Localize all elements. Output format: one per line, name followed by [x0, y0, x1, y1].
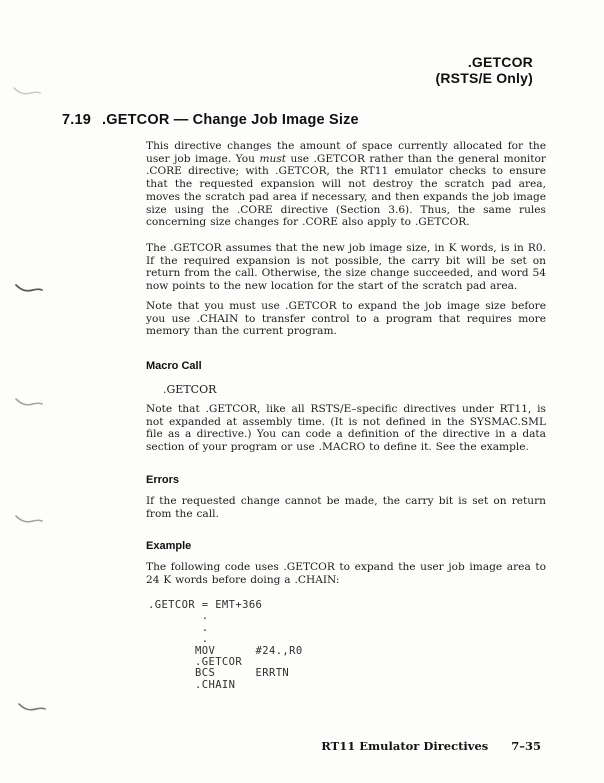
code-example — [148, 600, 303, 691]
code-line: BCS ERRTN — [148, 667, 290, 680]
code-line: . — [148, 621, 209, 634]
code-line: . — [148, 633, 209, 646]
paragraph-text: This directive changes the amount of space currently allocated for the user job image. You — [146, 140, 546, 165]
errors-text: If the requested change cannot be made, the carry bit is set on return from the call. — [146, 495, 546, 520]
paragraph-text: use .GETCOR rather than the general monitor .CORE directive; with .GETCOR, the RT11 emulator checks to ensure that the requested expansion will not destroy the scratch pad area, moves the scratch pad area if necessary, and then expands the job image size using the .CORE directive (Section 3.6). Thus, the same rules concerning size changes for .CORE also apply to .GETCOR. — [146, 152, 546, 229]
body-paragraph: Note that you must use .GETCOR to expand the job image size before you use .CHAIN to transfer control to a program that requires more memory than the current program. — [146, 300, 546, 338]
section-title: .GETCOR — Change Job Image Size — [102, 112, 359, 128]
macro-call-heading: Macro Call — [146, 360, 202, 372]
example-heading: Example — [146, 540, 192, 552]
example-intro: The following code uses .GETCOR to expand the user job image area to 24 K words before doing a .CHAIN: — [146, 561, 546, 586]
header-os-qualifier: (RSTS/E Only) — [435, 70, 533, 86]
code-line: .GETCOR — [148, 656, 243, 669]
code-line: .CHAIN — [148, 678, 236, 691]
code-line: MOV #24.,R0 — [148, 644, 303, 657]
code-line: . — [148, 610, 209, 623]
section-number: 7.19 — [62, 112, 92, 128]
body-paragraph: Note that .GETCOR, like all RSTS/E–specific directives under RT11, is not expanded at assembly time. (It is not defined in the SYSMAC.SML file as a directive.) You can code a definition of the directive in a data section of your program or use .MACRO to define it. See the example. — [146, 403, 546, 454]
emphasized-word: must — [259, 152, 287, 165]
body-paragraph: The .GETCOR assumes that the new job image size, in K words, is in R0. If the required expansion is not possible, the carry bit will be set on return from the call. Otherwise, the size change succeeded, and word 54 now points to the new location for the start of the scratch pad area. — [146, 242, 546, 293]
pen-scan-mark-icon — [14, 281, 44, 295]
pen-scan-mark-icon — [12, 84, 42, 98]
errors-heading: Errors — [146, 474, 180, 486]
pen-scan-mark-icon — [14, 395, 44, 409]
code-line: .GETCOR = EMT+366 — [148, 599, 263, 611]
pen-scan-mark-icon — [17, 700, 47, 714]
header-directive-name: .GETCOR — [467, 54, 533, 70]
footer-page-number: 7–35 — [511, 739, 541, 753]
page-header — [436, 54, 534, 86]
page-footer — [321, 739, 541, 753]
pen-scan-mark-icon — [14, 512, 44, 526]
section-heading — [62, 112, 359, 128]
footer-chapter-title: RT11 Emulator Directives — [321, 739, 489, 753]
body-paragraph — [146, 140, 546, 229]
macro-call-value: .GETCOR — [163, 383, 217, 396]
